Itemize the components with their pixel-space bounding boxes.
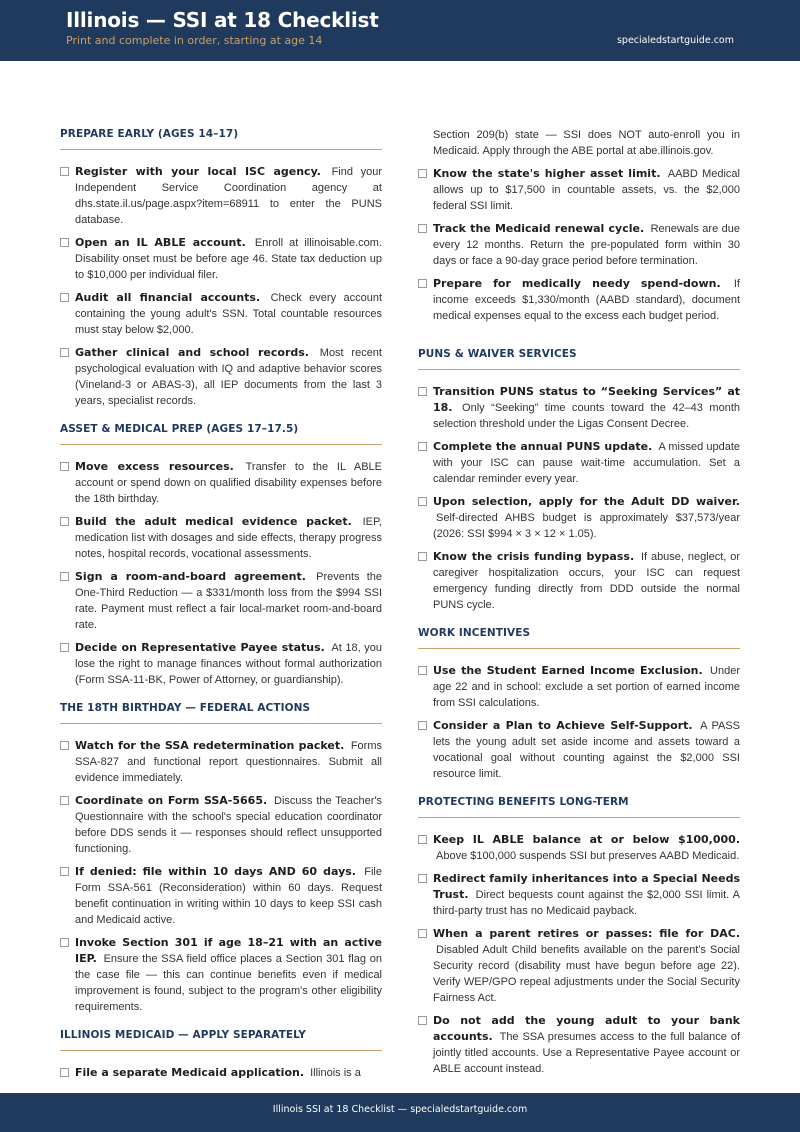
item-body: Ensure the SSA field office places a Section 301 flag on the case file — this can continue benefits even if medical improvement is found, subject to the program's other eligibility requirements. bbox=[75, 953, 382, 1013]
item-lead: Know the crisis funding bypass. bbox=[433, 550, 635, 563]
item-body: Under age 22 and in school: exclude a set portion of earned income from SSI calculations. bbox=[433, 665, 741, 709]
left-column bbox=[60, 121, 382, 1095]
checklist-item bbox=[60, 345, 382, 409]
checkbox[interactable] bbox=[418, 666, 427, 675]
item-body: A missed update with your ISC can pause wait-time accumulation. Set a calendar reminder every year. bbox=[433, 441, 740, 485]
section-title: ILLINOIS MEDICAID — APPLY SEPARATELY bbox=[60, 1029, 382, 1051]
checkbox[interactable] bbox=[418, 874, 427, 883]
item-body: AABD Medical allows up to $17,500 in countable assets, vs. the $2,000 federal SSI limit. bbox=[433, 168, 740, 212]
page-header bbox=[0, 0, 800, 61]
item-body: A PASS lets the young adult set aside income and assets toward a vocational goal without counting against the $2,000 SSI resource limit. bbox=[433, 720, 740, 780]
item-lead: When a parent retires or passes: file for DAC. bbox=[433, 927, 740, 940]
checkbox[interactable] bbox=[418, 497, 427, 506]
item-lead: Coordinate on Form SSA-5665. bbox=[75, 794, 268, 807]
checklist-item bbox=[418, 926, 740, 1006]
checklist-item bbox=[60, 1065, 382, 1081]
item-body: File Form SSA-561 (Reconsideration) within 60 days. Request benefit continuation in writing within 10 days to keep SSI cash and Medicaid active. bbox=[75, 866, 382, 926]
checklist-item bbox=[60, 640, 382, 688]
checklist-item bbox=[418, 1013, 740, 1077]
checklist-item bbox=[418, 276, 740, 324]
item-body: IEP, medication list with dosages and side effects, therapy progress notes, hospital records, vocational assessments. bbox=[75, 516, 382, 560]
section-items bbox=[418, 384, 740, 613]
section-title: PUNS & WAIVER SERVICES bbox=[418, 348, 740, 370]
checklist-section bbox=[418, 796, 740, 1077]
checkbox[interactable] bbox=[60, 938, 69, 947]
page-subtitle: Print and complete in order, starting at age 14 bbox=[66, 34, 323, 47]
checklist-item bbox=[418, 166, 740, 214]
item-body: If income exceeds $1,330/month (AABD standard), document medical expenses equal to the excess each budget period. bbox=[433, 278, 740, 322]
checkbox[interactable] bbox=[60, 348, 69, 357]
item-lead: Redirect family inheritances into a Special Needs Trust. bbox=[433, 872, 740, 901]
checkbox[interactable] bbox=[418, 721, 427, 730]
checklist-section bbox=[418, 627, 740, 782]
checkbox[interactable] bbox=[60, 867, 69, 876]
checkbox[interactable] bbox=[60, 572, 69, 581]
page-footer: Illinois SSI at 18 Checklist — specialedstartguide.com bbox=[0, 1093, 800, 1132]
checkbox[interactable] bbox=[60, 643, 69, 652]
section-title: ASSET & MEDICAL PREP (AGES 17–17.5) bbox=[60, 423, 382, 445]
section-title: PROTECTING BENEFITS LONG-TERM bbox=[418, 796, 740, 818]
checkbox[interactable] bbox=[418, 224, 427, 233]
section-title: PREPARE EARLY (AGES 14–17) bbox=[60, 128, 382, 150]
checkbox[interactable] bbox=[60, 741, 69, 750]
checklist-item bbox=[418, 663, 740, 711]
section-title: WORK INCENTIVES bbox=[418, 627, 740, 649]
item-body: Find your Independent Service Coordination agency at dhs.state.il.us/page.aspx?item=68911 to enter the PUNS database. bbox=[75, 166, 382, 226]
item-lead: Sign a room-and-board agreement. bbox=[75, 570, 306, 583]
item-lead: Gather clinical and school records. bbox=[75, 346, 309, 359]
checklist-item bbox=[60, 164, 382, 228]
header-site-link: specialedstartguide.com bbox=[616, 35, 734, 46]
checkbox[interactable] bbox=[60, 517, 69, 526]
continued-text: Section 209(b) state — SSI does NOT auto-enroll you in Medicaid. Apply through the ABE portal at abe.illinois.gov. bbox=[433, 129, 740, 157]
checkbox[interactable] bbox=[60, 462, 69, 471]
checklist-item bbox=[60, 864, 382, 928]
checkbox[interactable] bbox=[418, 387, 427, 396]
checklist-section bbox=[60, 423, 382, 688]
item-lead: Upon selection, apply for the Adult DD waiver. bbox=[433, 495, 740, 508]
checklist-item bbox=[60, 935, 382, 1015]
item-body: The SSA presumes access to the full balance of jointly titled accounts. Use a Representative Payee account or ABLE account instead. bbox=[433, 1031, 740, 1075]
item-lead: Complete the annual PUNS update. bbox=[433, 440, 653, 453]
checklist-section bbox=[60, 128, 382, 409]
checkbox[interactable] bbox=[418, 835, 427, 844]
checklist-section bbox=[60, 1029, 382, 1081]
checklist-item bbox=[60, 459, 382, 507]
item-lead: Keep IL ABLE balance at or below $100,000. bbox=[433, 833, 740, 846]
checklist-item bbox=[418, 718, 740, 782]
item-body: Disabled Adult Child benefits available on the parent's Social Security record (disability must have begun before age 22). Verify WEP/GPO repeal adjustments under the Social Security Fairness Act. bbox=[433, 944, 740, 1004]
item-lead: Register with your local ISC agency. bbox=[75, 165, 321, 178]
checkbox[interactable] bbox=[60, 293, 69, 302]
checklist-item bbox=[418, 439, 740, 487]
item-body: If abuse, neglect, or caregiver hospitalization occurs, your ISC can request emergency funding directly from DDD outside the normal PUNS cycle. bbox=[433, 551, 740, 611]
item-lead: Open an IL ABLE account. bbox=[75, 236, 246, 249]
right-top-items bbox=[418, 166, 740, 341]
item-lead: Consider a Plan to Achieve Self-Support. bbox=[433, 719, 693, 732]
checklist-item bbox=[418, 832, 740, 864]
checklist-item bbox=[418, 871, 740, 919]
item-lead: Audit all financial accounts. bbox=[75, 291, 261, 304]
checkbox[interactable] bbox=[418, 279, 427, 288]
item-body: Prevents the One-Third Reduction — a $331/month loss from the $994 SSI rate. Payment must reflect a fair local-market room-and-board rate. bbox=[75, 571, 382, 631]
item-lead: Use the Student Earned Income Exclusion. bbox=[433, 664, 703, 677]
checkbox[interactable] bbox=[60, 796, 69, 805]
checkbox[interactable] bbox=[418, 169, 427, 178]
checkbox[interactable] bbox=[60, 1068, 69, 1077]
checkbox[interactable] bbox=[418, 552, 427, 561]
item-lead: Invoke Section 301 if age 18–21 with an active IEP. bbox=[75, 936, 382, 965]
item-lead: Know the state's higher asset limit. bbox=[433, 167, 661, 180]
section-items bbox=[60, 1065, 382, 1081]
checklist-section bbox=[60, 702, 382, 1015]
checkbox[interactable] bbox=[418, 1016, 427, 1025]
section-items bbox=[418, 663, 740, 782]
item-lead: File a separate Medicaid application. bbox=[75, 1066, 305, 1079]
page-title: Illinois — SSI at 18 Checklist bbox=[66, 8, 379, 32]
section-items bbox=[60, 459, 382, 688]
item-body: At 18, you lose the right to manage finances without formal authorization (Form SSA-11-BK, Power of Attorney, or guardianship). bbox=[75, 642, 382, 686]
checklist-item bbox=[418, 384, 740, 432]
section-items bbox=[418, 832, 740, 1077]
item-lead: Transition PUNS status to “Seeking Services” at 18. bbox=[433, 385, 740, 414]
item-lead: If denied: file within 10 days AND 60 days. bbox=[75, 865, 356, 878]
item-body: Discuss the Teacher's Questionnaire with the school's special education coordinator before DDS sends it — responses should reflect unsupported functioning. bbox=[75, 795, 383, 855]
item-body: Enroll at illinoisable.com. Disability onset must be before age 46. State tax deduction up to $10,000 per individual filer. bbox=[75, 237, 382, 281]
item-body: Forms SSA-827 and functional report questionnaires. Submit all evidence immediately. bbox=[75, 740, 382, 784]
checklist-item bbox=[418, 549, 740, 613]
item-body: Most recent psychological evaluation with IQ and adaptive behavior scores (Vineland-3 or ABAS-3), all IEP documents from the last 3 years, specialist records. bbox=[75, 347, 382, 407]
section-items bbox=[60, 738, 382, 1015]
checkbox[interactable] bbox=[418, 442, 427, 451]
item-lead: Do not add the young adult to your bank accounts. bbox=[433, 1014, 740, 1043]
item-body: Illinois is a bbox=[310, 1067, 361, 1079]
checkbox[interactable] bbox=[60, 238, 69, 247]
item-lead: Track the Medicaid renewal cycle. bbox=[433, 222, 645, 235]
checklist-item bbox=[418, 494, 740, 542]
checklist-section bbox=[418, 348, 740, 613]
checklist-item bbox=[60, 738, 382, 786]
checklist-item bbox=[60, 793, 382, 857]
item-body: Direct bequests count against the $2,000 SSI limit. A third-party trust has no Medicaid payback. bbox=[433, 889, 740, 917]
checkbox[interactable] bbox=[418, 929, 427, 938]
item-body: Renewals are due every 12 months. Return the pre-populated form within 30 days or face a 90-day grace period before termination. bbox=[433, 223, 740, 267]
checklist-item bbox=[60, 235, 382, 283]
item-body: Self-directed AHBS budget is approximately $37,573/year (2026: SSI $994 × 3 × 12 × 1.05). bbox=[433, 512, 740, 540]
checklist-item bbox=[418, 221, 740, 269]
checklist-item bbox=[60, 290, 382, 338]
item-lead: Decide on Representative Payee status. bbox=[75, 641, 325, 654]
item-body: Only “Seeking” time counts toward the 42–43 month selection threshold under the Ligas Consent Decree. bbox=[433, 402, 741, 430]
section-items bbox=[60, 164, 382, 409]
item-body: Check every account containing the young adult's SSN. Total countable resources must stay below $2,000. bbox=[75, 292, 383, 336]
checklist-item bbox=[60, 514, 382, 562]
section-title: THE 18TH BIRTHDAY — FEDERAL ACTIONS bbox=[60, 702, 382, 724]
item-body: Transfer to the IL ABLE account or spend down on qualified disability expenses before the 18th birthday. bbox=[75, 461, 382, 505]
item-lead: Move excess resources. bbox=[75, 460, 234, 473]
item-lead: Watch for the SSA redetermination packet. bbox=[75, 739, 345, 752]
item-lead: Prepare for medically needy spend-down. bbox=[433, 277, 721, 290]
item-body: Above $100,000 suspends SSI but preserves AABD Medicaid. bbox=[436, 850, 740, 862]
right-column bbox=[418, 121, 740, 1091]
checkbox[interactable] bbox=[60, 167, 69, 176]
item-lead: Build the adult medical evidence packet. bbox=[75, 515, 352, 528]
checklist-item bbox=[60, 569, 382, 633]
